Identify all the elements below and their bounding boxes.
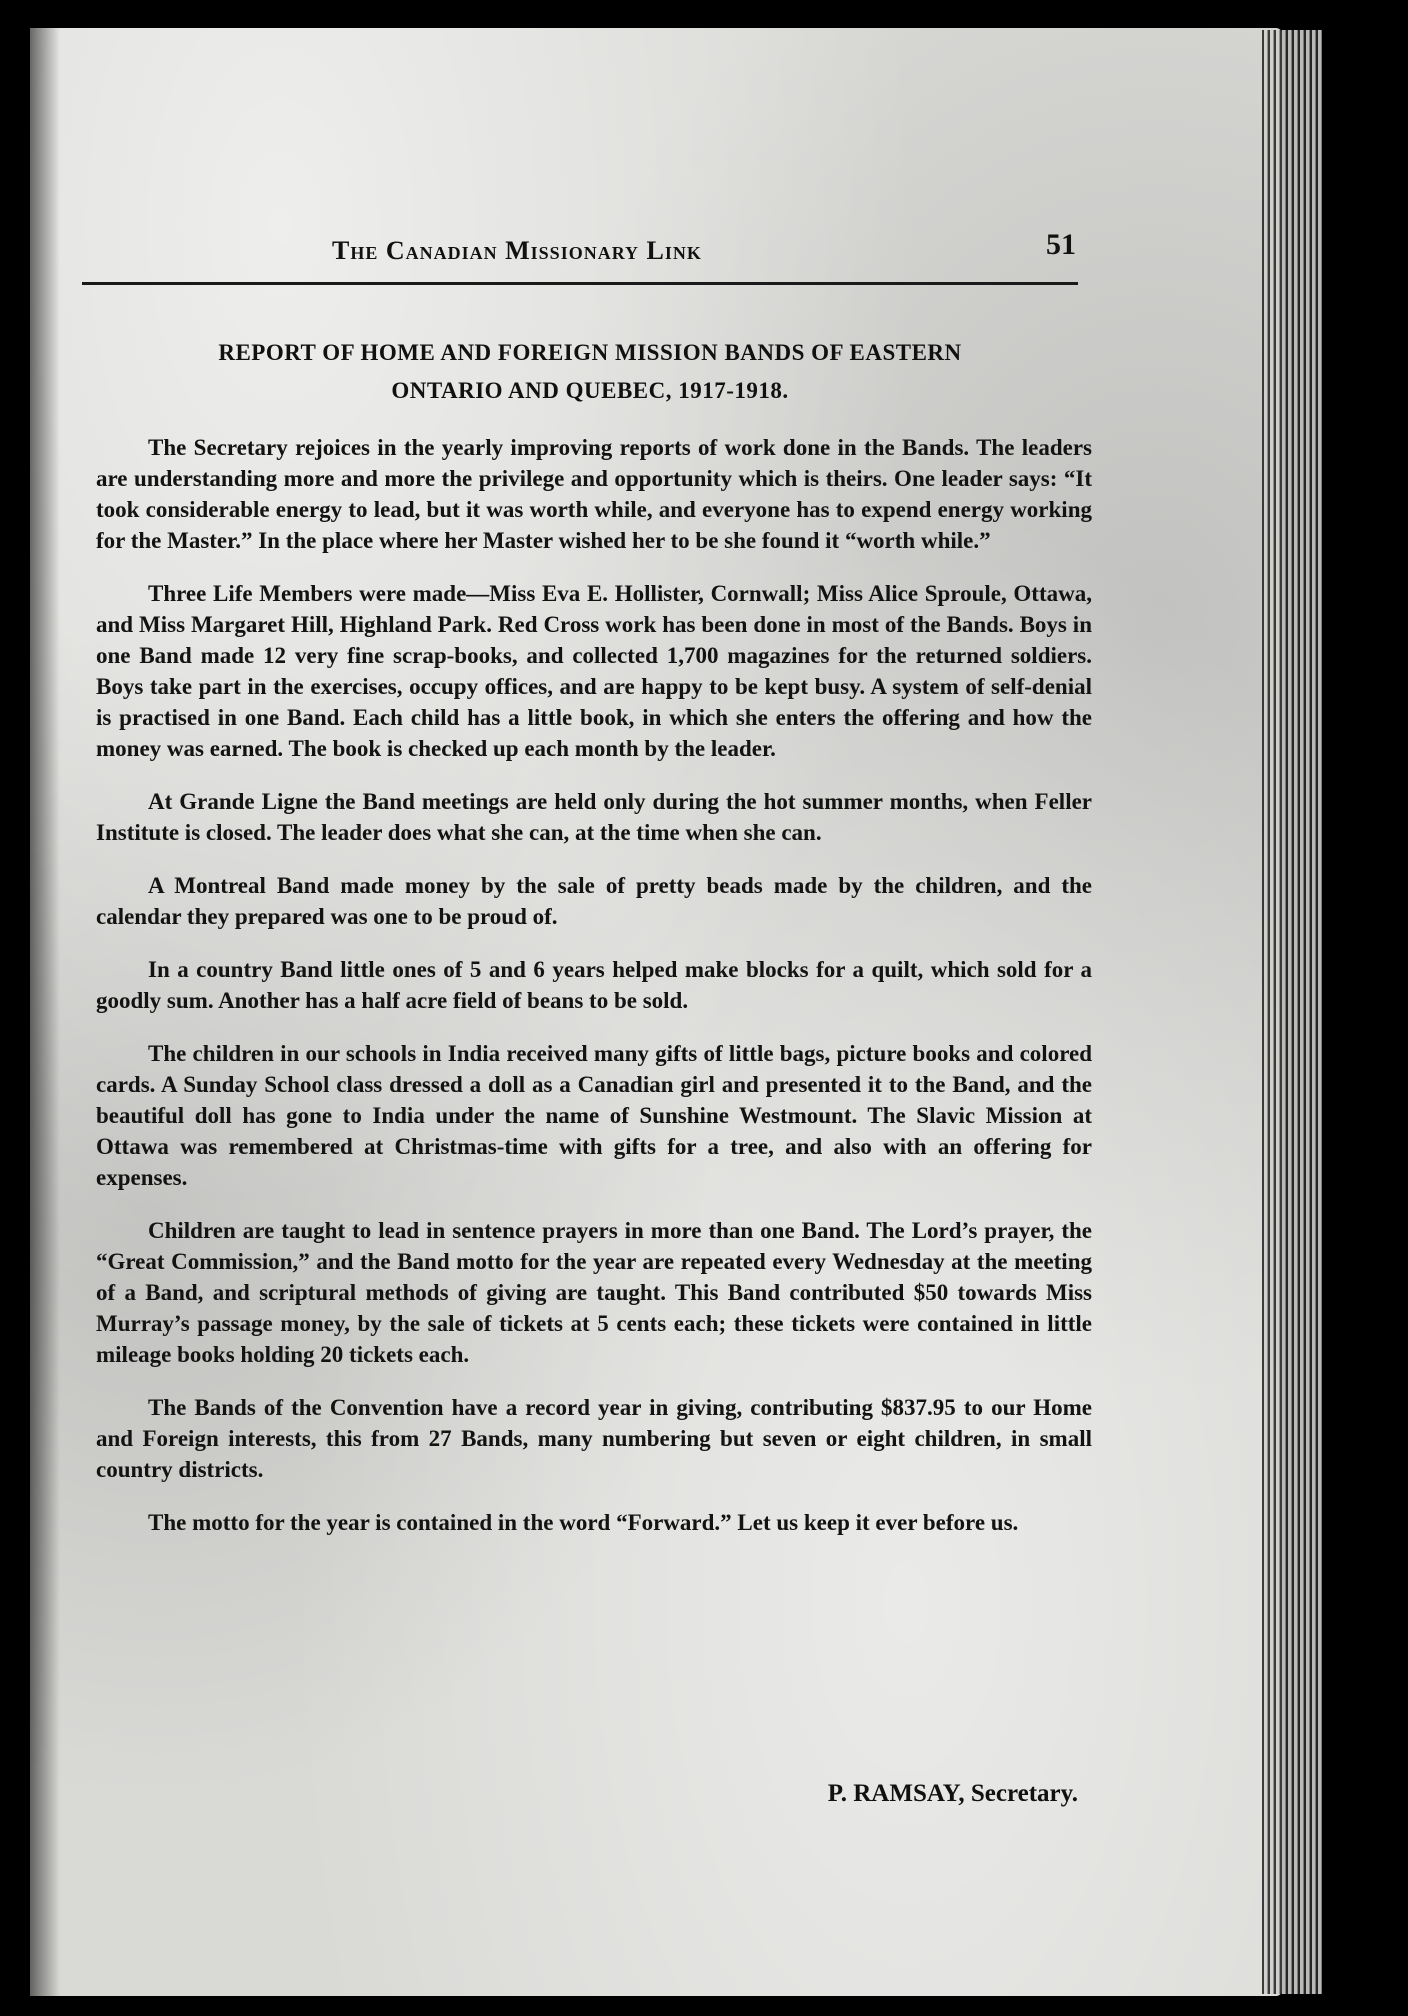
paragraph: The Secretary rejoices in the yearly improving reports of work done in the Bands. The leaders are understanding more and more the privilege and opportunity which is theirs. One leader says: “It took considerable energy to lead, but it was worth while, and everyone has to expend energy working for the Master.” In the place where her Master wished her to be she found it “worth while.” (96, 435, 1092, 553)
paragraph: In a country Band little ones of 5 and 6 years helped make blocks for a quilt, which sold for a goodly sum. Another has a half acre field of beans to be sold. (96, 957, 1092, 1013)
running-header (82, 228, 1078, 285)
paragraph: The motto for the year is contained in the word “Forward.” Let us keep it ever before us. (148, 1510, 1019, 1535)
paragraph: The Bands of the Convention have a record year in giving, contributing $837.95 to our Home and Foreign interests, this from 27 Bands, many numbering but seven or eight children, in small country districts. (96, 1395, 1092, 1482)
report-title-line-1: REPORT OF HOME AND FOREIGN MISSION BANDS OF EASTERN (218, 340, 962, 365)
paragraph: A Montreal Band made money by the sale of pretty beads made by the children, and the calendar they prepared was one to be proud of. (96, 873, 1092, 929)
page-number: 51 (1046, 228, 1076, 261)
journal-title: The Canadian Missionary Link (332, 236, 702, 265)
paragraph: At Grande Ligne the Band meetings are held only during the hot summer months, when Feller Institute is closed. The leader does what she can, at the time when she can. (96, 789, 1092, 845)
page-edges (1262, 30, 1322, 1994)
report-body (96, 432, 1092, 1560)
report-title-line-2: ONTARIO AND QUEBEC, 1917-1918. (391, 378, 789, 403)
binding-shadow (30, 28, 60, 1996)
paragraph: Children are taught to lead in sentence prayers in more than one Band. The Lord’s prayer, the “Great Commission,” and the Band motto for the year are repeated every Wednesday at the meeting of a Band, and scriptural methods of giving are taught. This Band contributed $50 towards Miss Murray’s passage money, by the sale of tickets at 5 cents each; these tickets were contained in little mileage books holding 20 tickets each. (96, 1218, 1092, 1367)
paragraph: Three Life Members were made—Miss Eva E. Hollister, Cornwall; Miss Alice Sproule, Ottawa, and Miss Margaret Hill, Highland Park. Red Cross work has been done in most of the Bands. Boys in one Band made 12 very fine scrap-books, and collected 1,700 magazines for the returned soldiers. Boys take part in the exercises, occupy offices, and are happy to be kept busy. A system of self-denial is practised in one Band. Each child has a little book, in which she enters the offering and how the money was earned. The book is checked up each month by the leader. (96, 581, 1092, 761)
signature: P. RAMSAY, Secretary. (827, 1780, 1078, 1807)
paragraph: The children in our schools in India received many gifts of little bags, picture books and colored cards. A Sunday School class dressed a doll as a Canadian girl and presented it to the Band, and the beautiful doll has gone to India under the name of Sunshine Westmount. The Slavic Mission at Ottawa was remembered at Christmas-time with gifts for a tree, and also with an offering for expenses. (96, 1041, 1092, 1190)
report-title (110, 334, 1070, 410)
